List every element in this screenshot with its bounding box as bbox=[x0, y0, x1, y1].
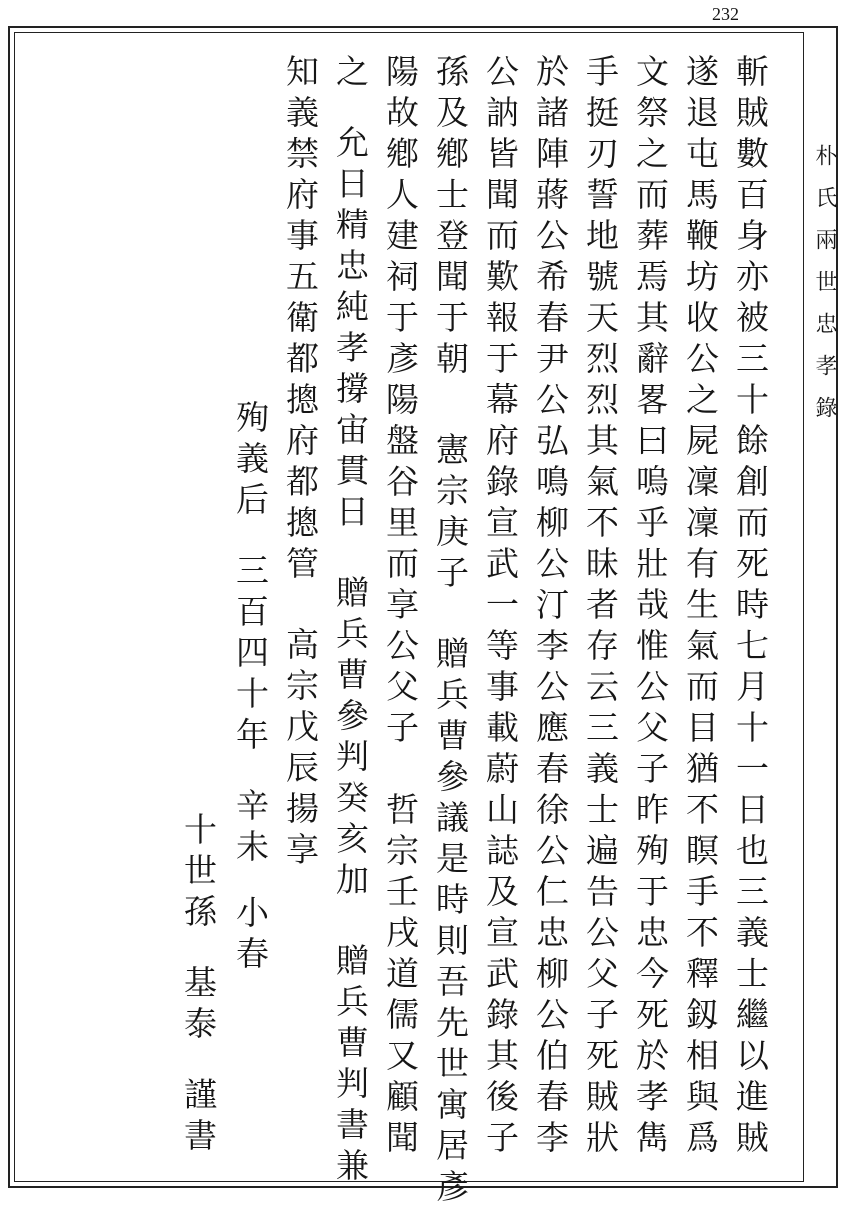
text-column-3 bbox=[628, 54, 672, 1161]
column-text: 遂退屯馬鞭坊收公之屍凜凜有生氣而目猶不瞑手不釋釼相與爲 bbox=[681, 54, 720, 1161]
column-text-c: 謹書 bbox=[179, 1077, 218, 1159]
column-text-a: 之 bbox=[331, 54, 370, 95]
column-text-c: 辛未 bbox=[231, 788, 270, 870]
column-text-b: 允日精忠純孝撐宙貫日 bbox=[331, 125, 370, 535]
text-column-4 bbox=[578, 54, 622, 1161]
text-column-2 bbox=[678, 54, 722, 1161]
column-text-c: 贈兵曹參判癸亥加 bbox=[331, 575, 370, 903]
column-text-a: 孫及鄕士登聞于朝 bbox=[431, 54, 470, 382]
column-text-c: 贈兵曹參議是時則吾先世寓居彥 bbox=[431, 636, 470, 1210]
text-column-9 bbox=[328, 54, 372, 1189]
column-text-a: 殉義后 bbox=[231, 400, 270, 523]
side-title: 朴氏兩世忠孝錄 bbox=[812, 144, 837, 438]
column-text: 斬賊數百身亦被三十餘創而死時七月十一日也三義士繼以進賊 bbox=[731, 54, 770, 1161]
text-column-8 bbox=[378, 54, 422, 1161]
column-text: 文祭之而葬焉其辭畧曰嗚乎壯哉惟公父子昨殉于忠今死於孝雋 bbox=[631, 54, 670, 1161]
column-text-a: 十世孫 bbox=[179, 812, 218, 935]
column-text-b: 憲宗庚子 bbox=[431, 432, 470, 596]
column-text: 陽故鄕人建祠于彥陽盤谷里而享公父子 哲宗壬戌道儒又顧聞 bbox=[381, 54, 420, 1161]
column-text: 公訥皆聞而歎報于幕府錄宣武一等事載蔚山誌及宣武錄其後子 bbox=[481, 54, 520, 1161]
text-column-7 bbox=[428, 54, 472, 1210]
text-column-10 bbox=[278, 54, 322, 873]
text-column-6 bbox=[478, 54, 522, 1161]
column-text-a: 知義禁府事五衛都摠府都摠管 bbox=[281, 54, 320, 587]
column-text: 手挺刃誓地號天烈烈其氣不昧者存云三義士遍告公父子死賊狀 bbox=[581, 54, 620, 1161]
column-text-b: 高宗戊辰揚享 bbox=[281, 627, 320, 873]
text-column-5 bbox=[528, 54, 572, 1161]
column-text: 於諸陣蔣公希春尹公弘鳴柳公汀李公應春徐公仁忠柳公伯春李 bbox=[531, 54, 570, 1161]
column-text-d: 小春 bbox=[231, 895, 270, 977]
text-column-12 bbox=[176, 812, 220, 1159]
column-text-b: 三百四十年 bbox=[231, 553, 270, 758]
column-text-d: 贈兵曹判書兼 bbox=[331, 943, 370, 1189]
page-number: 232 bbox=[712, 4, 739, 24]
text-column-11 bbox=[228, 400, 272, 977]
column-text-b: 基泰 bbox=[179, 965, 218, 1047]
text-column-1 bbox=[728, 54, 772, 1161]
